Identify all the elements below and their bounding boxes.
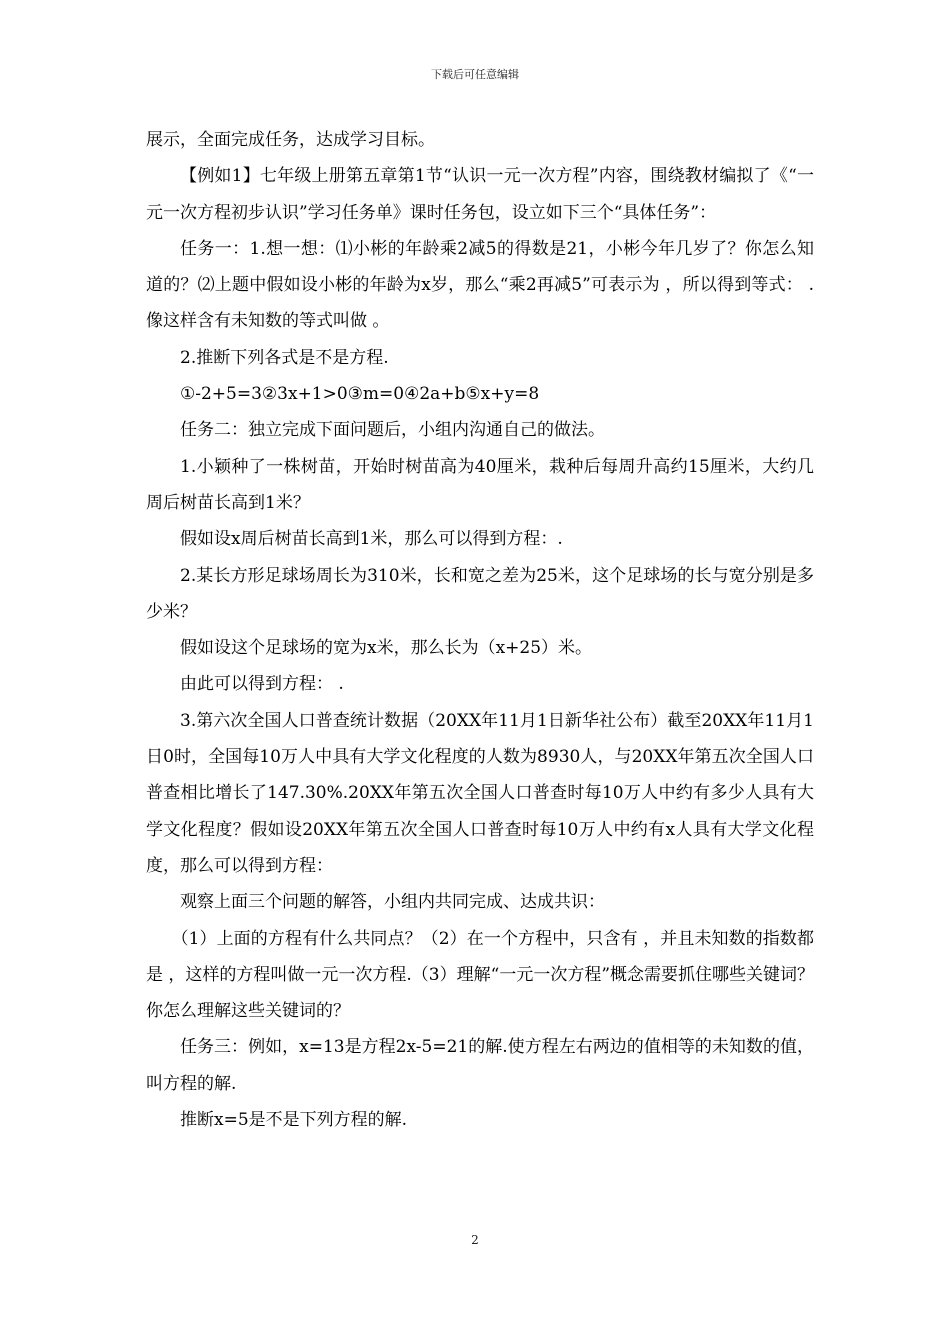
paragraph-problem-2-setup: 假如设这个足球场的宽为x米，那么长为（x+25）米。 xyxy=(180,638,593,659)
paragraph-questions: （1）上面的方程有什么共同点？（2）在一个方程中，只含有 ，并且未知数的指数都是 ，这样的方程叫做一元一次方程.（3）理解“一元一次方程”概念需要抓住哪些关键词？你怎么理解这些关键词的？ xyxy=(146,928,815,1022)
paragraph-problem-1-equation: 假如设x周后树苗长高到1米，那么可以得到方程：. xyxy=(180,529,563,550)
paragraph-problem-2-equation: 由此可以得到方程： . xyxy=(180,674,344,695)
paragraph-problem-3: 3.第六次全国人口普查统计数据（20XX年11月1日新华社公布）截至20XX年11月1日0时，全国每10万人中具有大学文化程度的人数为8930人，与20XX年第五次全国人口普查相比增长了147.30%.20XX年第五次全国人口普查时每10万人中约有多少人具有大学文化程度？假如设20XX年第五次全国人口普查时每10万人中约有x人具有大学文化程度，那么可以得到方程： xyxy=(146,710,814,876)
paragraph-problem-2: 2.某长方形足球场周长为310米，长和宽之差为25米，这个足球场的长与宽分别是多少米？ xyxy=(146,565,814,622)
paragraph-observe: 观察上面三个问题的解答，小组内共同完成、达成共识： xyxy=(180,892,605,913)
paragraph-task-2: 任务二：独立完成下面问题后，小组内沟通自己的做法。 xyxy=(180,420,605,441)
paragraph-equation-list: ①-2+5=3②3x+1>0③m=0④2a+b⑤x+y=8 xyxy=(180,384,540,405)
page-header: 下载后可任意编辑 xyxy=(431,68,519,81)
paragraph-task-3: 任务三：例如，x=13是方程2x-5=21的解.使方程左右两边的值相等的未知数的值，叫方程的解. xyxy=(146,1037,814,1094)
paragraph-judge-solution: 推断x=5是不是下列方程的解. xyxy=(180,1110,408,1131)
paragraph-judge-equations: 2.推断下列各式是不是方程. xyxy=(180,347,389,368)
page-number: 2 xyxy=(471,1233,479,1247)
paragraph-problem-1: 1.小颖种了一株树苗，开始时树苗高为40厘米，栽种后每周升高约15厘米，大约几周后树苗长高到1米？ xyxy=(146,456,814,513)
paragraph: 展示，全面完成任务，达成学习目标。 xyxy=(146,130,435,150)
document-body xyxy=(146,122,814,1138)
paragraph-example-1: 【例如1】七年级上册第五章第1节“认识一元一次方程”内容，围绕教材编拟了《“一元一次方程初步认识”学习任务单》课时任务包，设立如下三个“具体任务”： xyxy=(146,166,814,223)
paragraph-task-1: 任务一：1.想一想：⑴小彬的年龄乘2减5的得数是21，小彬今年几岁了？你怎么知道的？⑵上题中假如设小彬的年龄为x岁，那么“乘2再减5”可表示为 ，所以得到等式： .像这样含有未知数的等式叫做 。 xyxy=(146,238,814,332)
